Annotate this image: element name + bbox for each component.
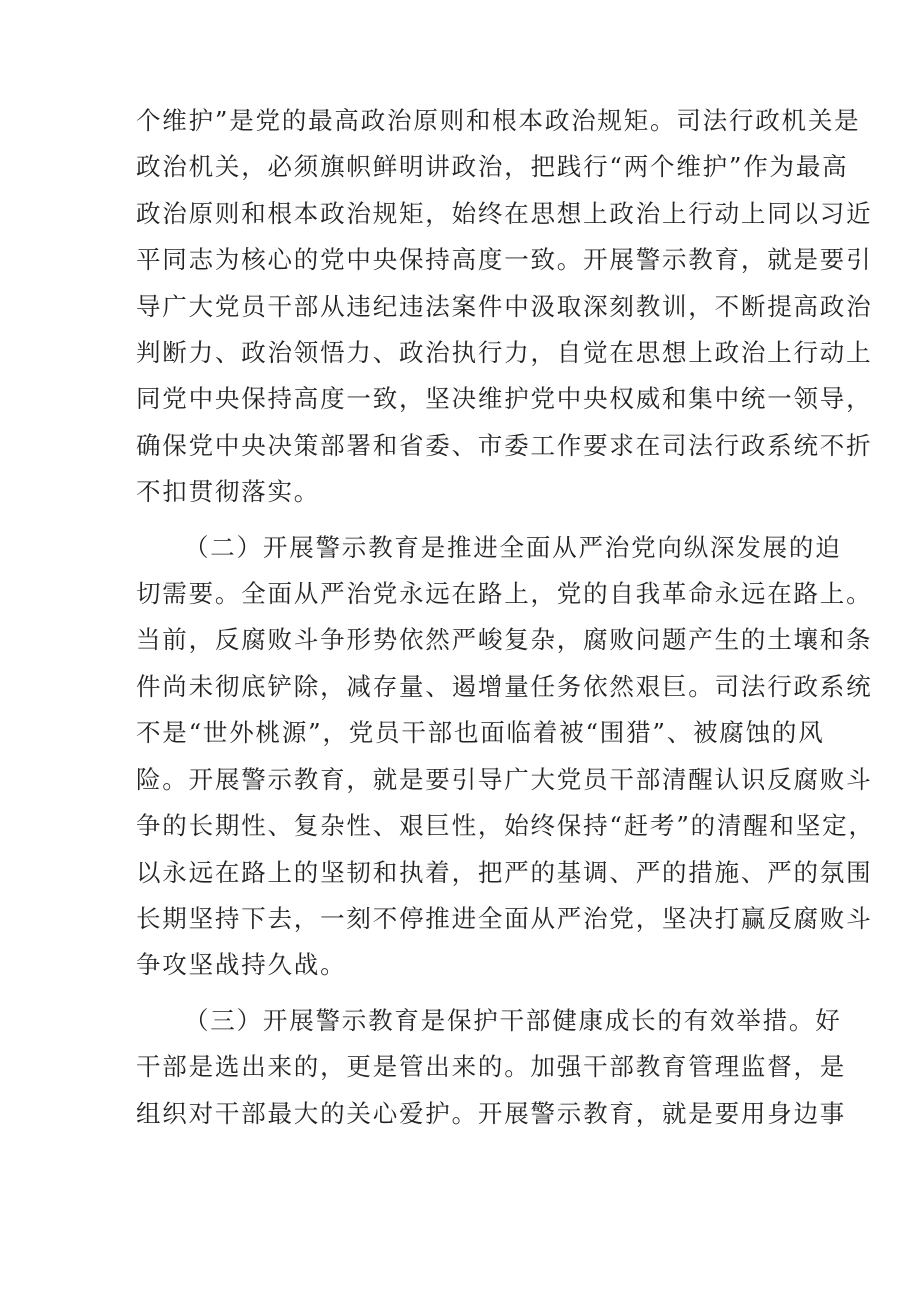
text-line: 以永远在路上的坚韧和执着，把严的基调、严的措施、严的氛围 (136, 857, 873, 887)
text-line: 导广大党员干部从违纪违法案件中汲取深刻教训，不断提高政治 (136, 291, 873, 321)
body-text (136, 98, 875, 1137)
text-line: （二）开展警示教育是推进全面从严治党向纵深发展的迫 (184, 532, 842, 562)
text-line: 政治原则和根本政治规矩，始终在思想上政治上行动上同以习近 (136, 198, 873, 228)
text-line: 政治机关，必须旗帜鲜明讲政治，把践行“两个维护”作为最高 (136, 152, 849, 182)
text-line: 组织对干部最大的关心爱护。开展警示教育，就是要用身边事 (136, 1098, 847, 1128)
paragraph-section-two (136, 525, 875, 989)
text-line: 判断力、政治领悟力、政治执行力，自觉在思想上政治上行动上 (136, 338, 873, 368)
text-line: 险。开展警示教育，就是要引导广大党员干部清醒认识反腐败斗 (136, 764, 873, 794)
text-line: 件尚未彻底铲除，减存量、遏增量任务依然艰巨。司法行政系统 (136, 671, 873, 701)
text-line: 不是“世外桃源”，党员干部也面临着被“围猎”、被腐蚀的风 (136, 718, 825, 748)
text-line: 切需要。全面从严治党永远在路上，党的自我革命永远在路上。 (136, 579, 873, 609)
text-line: 不扣贯彻落实。 (136, 477, 321, 507)
text-line: （三）开展警示教育是保护干部健康成长的有效举措。好 (184, 1005, 842, 1035)
text-line: 争的长期性、复杂性、艰巨性，始终保持“赶考”的清醒和坚定， (136, 811, 875, 841)
text-line: 确保党中央决策部署和省委、市委工作要求在司法行政系统不折 (136, 430, 873, 460)
paragraph-continuation (136, 98, 873, 516)
text-line: 个维护”是党的最高政治原则和根本政治规矩。司法行政机关是 (136, 106, 861, 135)
text-line: 同党中央保持高度一致，坚决维护党中央权威和集中统一领导， (136, 384, 873, 414)
text-line: 长期坚持下去，一刻不停推进全面从严治党，坚决打赢反腐败斗 (136, 903, 873, 933)
text-line: 当前，反腐败斗争形势依然严峻复杂，腐败问题产生的土壤和条 (136, 625, 873, 655)
text-line: 平同志为核心的党中央保持高度一致。开展警示教育，就是要引 (136, 245, 873, 275)
paragraph-section-three (136, 998, 847, 1137)
text-line: 干部是选出来的，更是管出来的。加强干部教育管理监督，是 (136, 1052, 847, 1082)
text-line: 争攻坚战持久战。 (136, 950, 347, 980)
